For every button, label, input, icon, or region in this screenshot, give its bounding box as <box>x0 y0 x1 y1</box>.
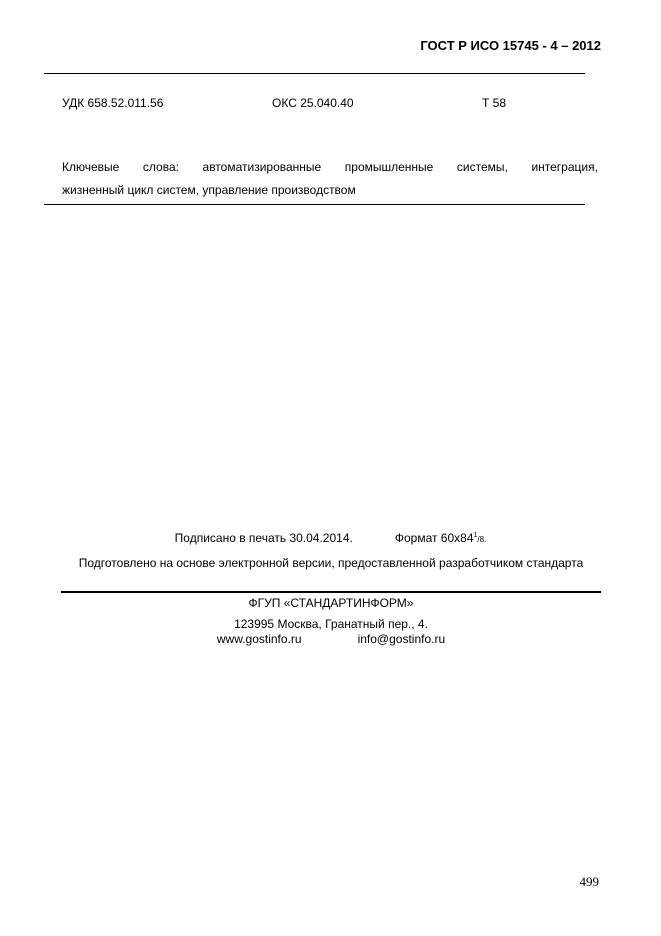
keywords-divider <box>44 204 585 205</box>
keyword-word: системы, <box>456 160 508 174</box>
publisher-contacts <box>61 632 601 646</box>
format-info <box>395 531 486 545</box>
keywords-block <box>62 156 598 202</box>
standard-id: ГОСТ Р ИСО 15745 - 4 – 2012 <box>420 38 601 53</box>
email-link[interactable]: info@gostinfo.ru <box>357 632 446 646</box>
format-numerator: 1 <box>473 532 478 539</box>
page-number: 499 <box>579 874 599 889</box>
keywords-line-2: жизненный цикл систем, управление производством <box>62 183 356 197</box>
publisher-name: ФГУП «СТАНДАРТИНФОРМ» <box>248 596 414 610</box>
format-prefix: Формат 60х84 <box>394 531 474 545</box>
header-divider <box>44 73 585 74</box>
website-link[interactable]: www.gostinfo.ru <box>216 632 302 646</box>
oks-code: ОКС 25.040.40 <box>272 96 354 110</box>
keyword-word: промышленные <box>344 160 434 174</box>
format-denominator: /8. <box>477 535 487 544</box>
publisher-divider <box>61 591 601 593</box>
signed-date: Подписано в печать 30.04.2014. <box>174 531 353 545</box>
keyword-word: Ключевые <box>62 160 120 174</box>
udk-code: УДК 658.52.011.56 <box>62 96 164 110</box>
keyword-word: интеграция, <box>531 160 598 174</box>
keyword-word: автоматизированные <box>202 160 322 174</box>
publisher-address: 123995 Москва, Гранатный пер., 4. <box>234 617 428 631</box>
keywords-line-1 <box>62 156 598 179</box>
print-info <box>0 531 661 545</box>
keyword-word: слова: <box>142 160 179 174</box>
prepared-note: Подготовлено на основе электронной версии, предоставленной разработчиком стандарта <box>78 556 584 570</box>
t-code: Т 58 <box>482 96 507 110</box>
